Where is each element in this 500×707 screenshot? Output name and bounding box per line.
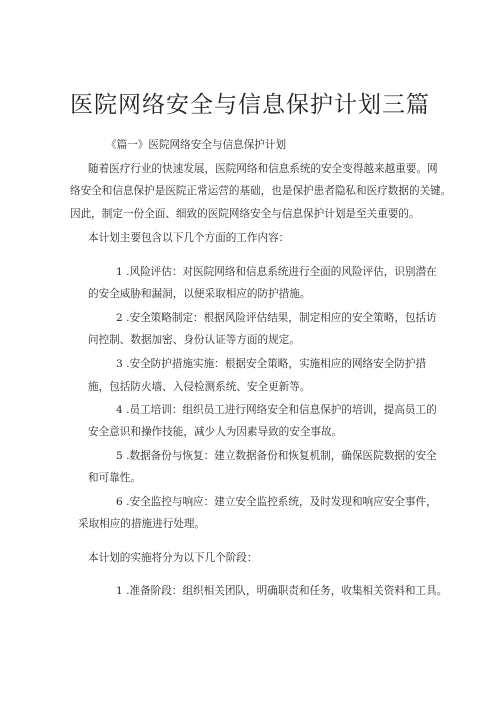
phase-1: 1 .准备阶段：组织相关团队，明确职责和任务，收集相关资料和工具。 — [116, 585, 448, 597]
item-3-line-2: 施，包括防火墙、入侵检测系统、安全更新等。 — [88, 381, 311, 393]
item-2-line-1: 2 .安全策略制定：根据风险评估结果，制定相应的安全策略，包括访 — [116, 312, 437, 324]
section-heading: 《篇一》医院网络安全与信息保护计划 — [106, 139, 287, 151]
item-6-line-1: 6 .安全监控与响应：建立安全监控系统，及时发现和响应安全事件， — [116, 496, 437, 508]
item-4-line-2: 安全意识和操作技能，减少人为因素导致的安全事故。 — [88, 426, 343, 438]
item-1-line-2: 的安全威胁和漏洞，以便采取相应的防护措施。 — [88, 288, 311, 300]
item-3-line-1: 3 .安全防护措施实施：根据安全策略，实施相应的网络安全防护措 — [116, 358, 427, 370]
document-title: 医院网络安全与信息保护计划三篇 — [70, 92, 430, 118]
intro-line-1: 随着医疗行业的快速发展，医院网络和信息系统的安全变得越来越重要。网 — [88, 163, 438, 175]
intro-line-2: 络安全和信息保护是医院正常运营的基础，也是保护患者隐私和医疗数据的关键。 — [70, 185, 452, 197]
item-5-line-2: 和可靠性。 — [88, 472, 141, 484]
intro-line-3: 因此，制定一份全面、细致的医院网络安全与信息保护计划是至关重要的。 — [70, 208, 420, 220]
item-4-line-1: 4 .员工培训：组织员工进行网络安全和信息保护的培训，提高员工的 — [116, 404, 437, 416]
phase-intro: 本计划的实施将分为以下几个阶段： — [88, 552, 258, 564]
item-6-line-2: 采取相应的措施进行处理。 — [78, 518, 206, 530]
item-2-line-2: 问控制、数据加密、身份认证等方面的规定。 — [88, 334, 300, 346]
item-1-line-1: 1 .风险评估：对医院网络和信息系统进行全面的风险评估，识别潜在 — [116, 266, 437, 278]
item-5-line-1: 5 .数据备份与恢复：建立数据备份和恢复机制，确保医院数据的安全 — [116, 450, 437, 462]
plan-intro: 本计划主要包含以下几个方面的工作内容： — [88, 232, 290, 244]
